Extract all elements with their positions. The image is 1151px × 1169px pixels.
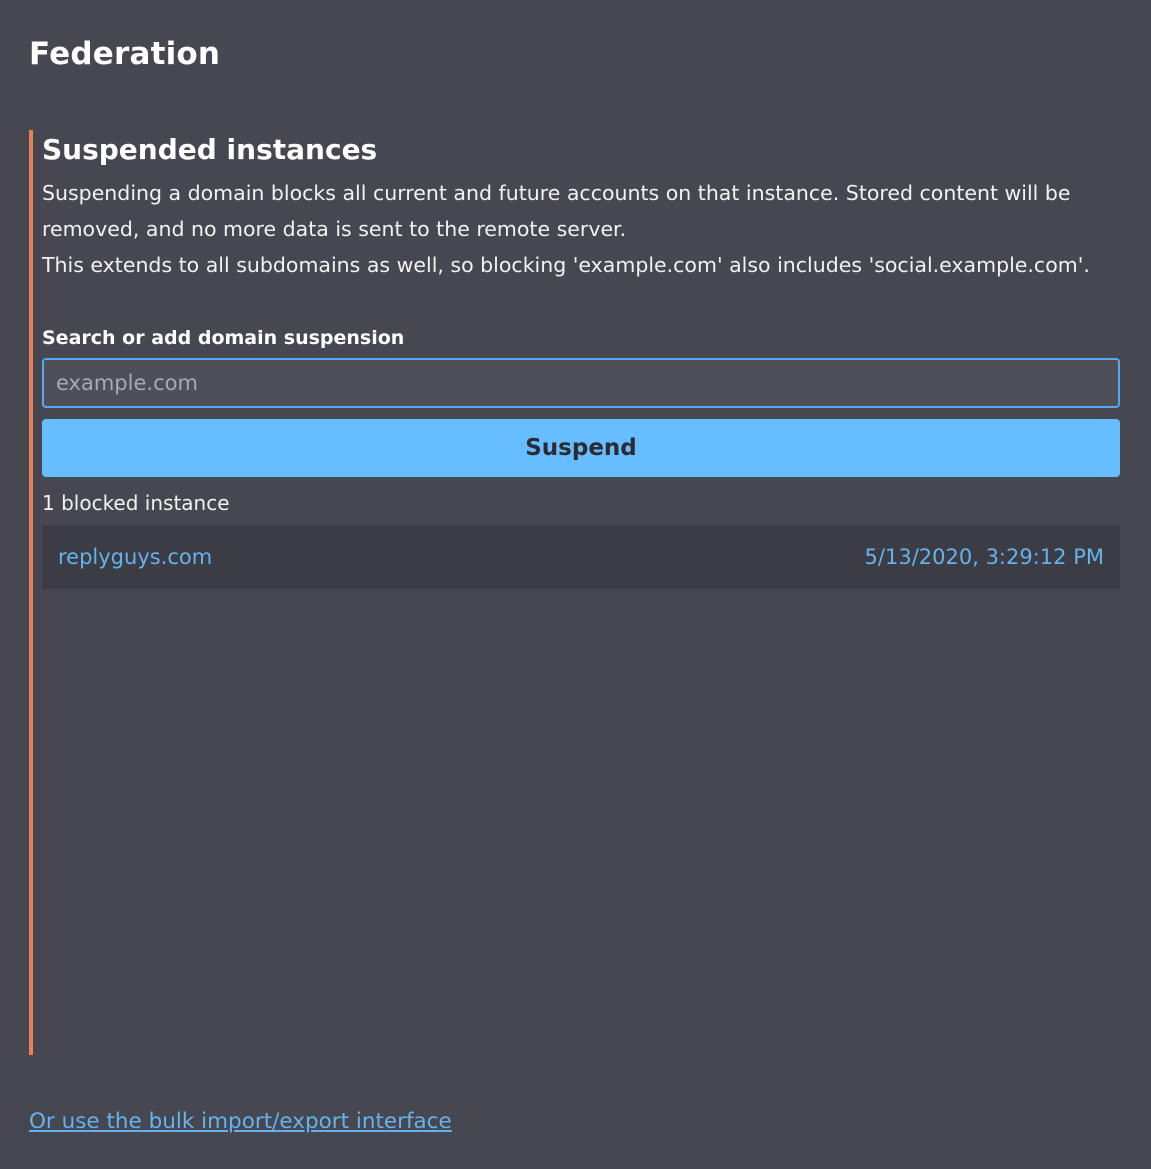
section-description-line-1: Suspending a domain blocks all current and future accounts on that instance. Stored content will be removed, and no more data is sent to the remote server. xyxy=(42,181,1071,242)
instance-domain-link[interactable]: replyguys.com xyxy=(58,545,213,570)
search-field-label: Search or add domain suspension xyxy=(42,327,405,350)
section-heading: Suspended instances xyxy=(42,133,378,166)
suspended-instances-section xyxy=(29,130,1124,1055)
suspend-button[interactable]: Suspend xyxy=(42,419,1120,477)
section-description xyxy=(42,175,1102,283)
blocked-instance-count: 1 blocked instance xyxy=(42,491,230,516)
instance-suspended-date: 5/13/2020, 3:29:12 PM xyxy=(864,545,1104,570)
search-input[interactable] xyxy=(42,358,1120,408)
page-title: Federation xyxy=(29,36,221,72)
section-description-line-2: This extends to all subdomains as well, so blocking 'example.com' also includes 'social.example.com'. xyxy=(42,253,1090,278)
table-row[interactable] xyxy=(42,525,1120,589)
bulk-import-export-link[interactable]: Or use the bulk import/export interface xyxy=(29,1109,452,1134)
